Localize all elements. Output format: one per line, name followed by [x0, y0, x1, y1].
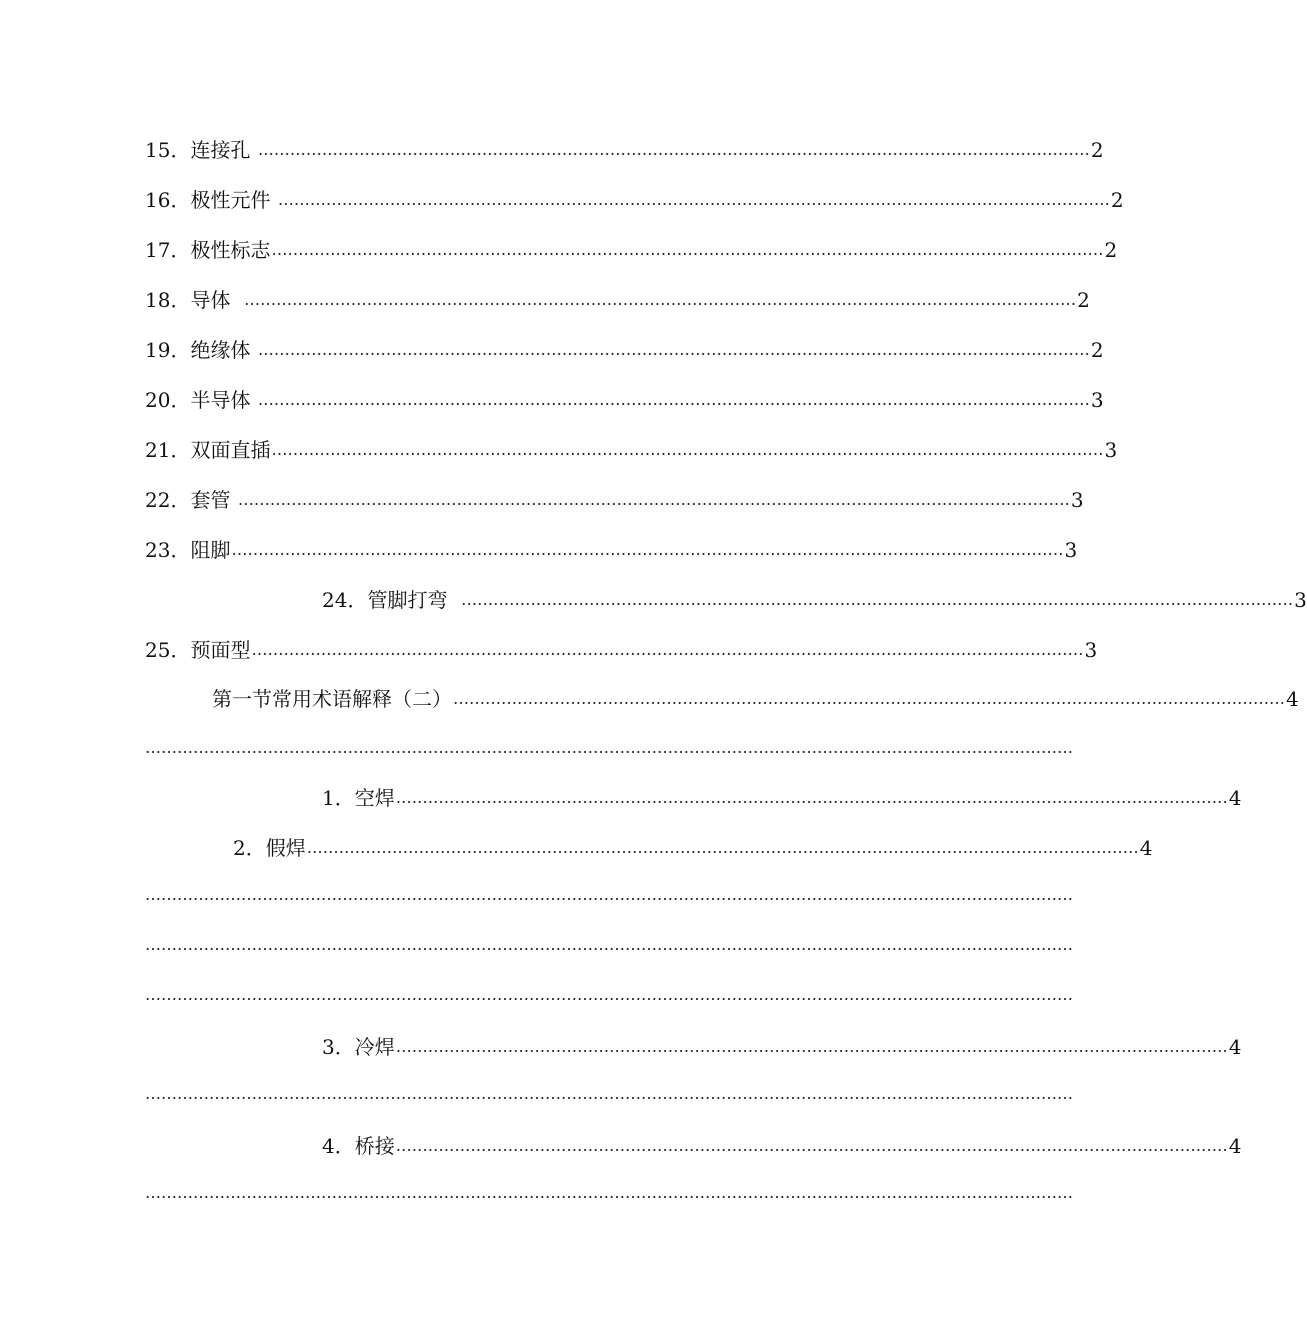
toc-entry[interactable] — [145, 385, 1104, 415]
dot-leader: ………………………………………………………………………………………………………………………………………… — [244, 290, 1077, 309]
toc-entry-label: 15．连接孔 — [145, 138, 257, 162]
dot-leader-line: ………………………………………………………………………………………………………………………………………………………… — [145, 738, 1073, 757]
dot-leader: ………………………………………………………………………………………………………………………………………… — [306, 838, 1139, 857]
toc-entry-page: 4 — [1228, 786, 1242, 810]
toc-entry-page: 2 — [1077, 288, 1090, 312]
toc-entry[interactable] — [322, 1032, 1242, 1062]
toc-entry-page: 4 — [1228, 1035, 1242, 1059]
toc-entry[interactable] — [322, 585, 1307, 615]
toc-entry-label: 第一节常用术语解释（二） — [212, 687, 452, 711]
dot-leader: ………………………………………………………………………………………………………………………………………… — [231, 540, 1064, 559]
dot-leader: ………………………………………………………………………………………………………………………………………… — [453, 689, 1285, 708]
toc-entry[interactable] — [145, 435, 1118, 465]
toc-entry[interactable] — [145, 485, 1084, 515]
dot-leader: ………………………………………………………………………………………………………………………………………… — [257, 140, 1090, 159]
dot-leader: ………………………………………………………………………………………………………………………………………… — [271, 440, 1104, 459]
toc-entry-label: 1．空焊 — [322, 786, 395, 810]
toc-entry-page: 2 — [1090, 138, 1104, 162]
toc-entry-page: 3 — [1070, 488, 1084, 512]
toc-entry-page: 2 — [1110, 188, 1124, 212]
toc-entry[interactable] — [145, 535, 1078, 565]
toc-entry-page: 4 — [1139, 836, 1153, 860]
toc-entry-page: 3 — [1104, 438, 1118, 462]
toc-entry-page: 3 — [1294, 588, 1307, 612]
dot-leader-line: ………………………………………………………………………………………………………………………………………………………… — [145, 985, 1073, 1004]
dot-leader: ………………………………………………………………………………………………………………………………………… — [461, 590, 1294, 609]
toc-entry-label: 2．假焊 — [233, 836, 306, 860]
toc-entry[interactable] — [145, 185, 1124, 215]
toc-entry[interactable] — [322, 1131, 1242, 1161]
dot-leader: ………………………………………………………………………………………………………………………………………… — [257, 340, 1090, 359]
toc-entry-page: 3 — [1090, 388, 1104, 412]
dot-leader-line: ………………………………………………………………………………………………………………………………………………………… — [145, 935, 1073, 954]
toc-entry[interactable] — [233, 833, 1153, 863]
toc-entry-label: 3．冷焊 — [322, 1035, 395, 1059]
dot-leader: ………………………………………………………………………………………………………………………………………… — [277, 190, 1110, 209]
dot-leader: ………………………………………………………………………………………………………………………………………… — [237, 490, 1070, 509]
toc-entry-page: 3 — [1084, 638, 1098, 662]
toc-section-heading[interactable] — [212, 684, 1299, 714]
toc-entry-page: 2 — [1090, 338, 1104, 362]
toc-entry-label: 18．导体 — [145, 288, 244, 312]
dot-leader-line: ………………………………………………………………………………………………………………………………………………………… — [145, 885, 1073, 904]
toc-entry-page: 3 — [1064, 538, 1078, 562]
toc-entry-label: 16．极性元件 — [145, 188, 277, 212]
dot-leader: ………………………………………………………………………………………………………………………………………… — [251, 640, 1084, 659]
toc-entry[interactable] — [145, 335, 1104, 365]
dot-leader: ………………………………………………………………………………………………………………………………………… — [271, 240, 1104, 259]
dot-leader: ………………………………………………………………………………………………………………………………………… — [395, 788, 1228, 807]
toc-entry-label: 23．阻脚 — [145, 538, 231, 562]
toc-entry-page: 4 — [1228, 1134, 1242, 1158]
dot-leader-line: ………………………………………………………………………………………………………………………………………………………… — [145, 1084, 1073, 1103]
toc-entry-label: 24．管脚打弯 — [322, 588, 461, 612]
toc-entry[interactable] — [322, 783, 1242, 813]
toc-entry[interactable] — [145, 635, 1098, 665]
toc-entry-page: 4 — [1286, 687, 1299, 711]
toc-entry-label: 20．半导体 — [145, 388, 257, 412]
toc-entry-label: 22．套管 — [145, 488, 237, 512]
dot-leader: ………………………………………………………………………………………………………………………………………… — [395, 1136, 1228, 1155]
toc-entry-label: 4．桥接 — [322, 1134, 395, 1158]
toc-entry-label: 19．绝缘体 — [145, 338, 257, 362]
toc-entry-label: 25．预面型 — [145, 638, 251, 662]
dot-leader: ………………………………………………………………………………………………………………………………………… — [395, 1037, 1228, 1056]
toc-entry-page: 2 — [1104, 238, 1118, 262]
toc-entry-label: 17．极性标志 — [145, 238, 271, 262]
toc-entry-label: 21．双面直插 — [145, 438, 271, 462]
dot-leader-line: ………………………………………………………………………………………………………………………………………………………… — [145, 1183, 1073, 1202]
dot-leader: ………………………………………………………………………………………………………………………………………… — [257, 390, 1090, 409]
toc-entry[interactable] — [145, 235, 1118, 265]
toc-entry[interactable] — [145, 285, 1090, 315]
toc-entry[interactable] — [145, 135, 1104, 165]
